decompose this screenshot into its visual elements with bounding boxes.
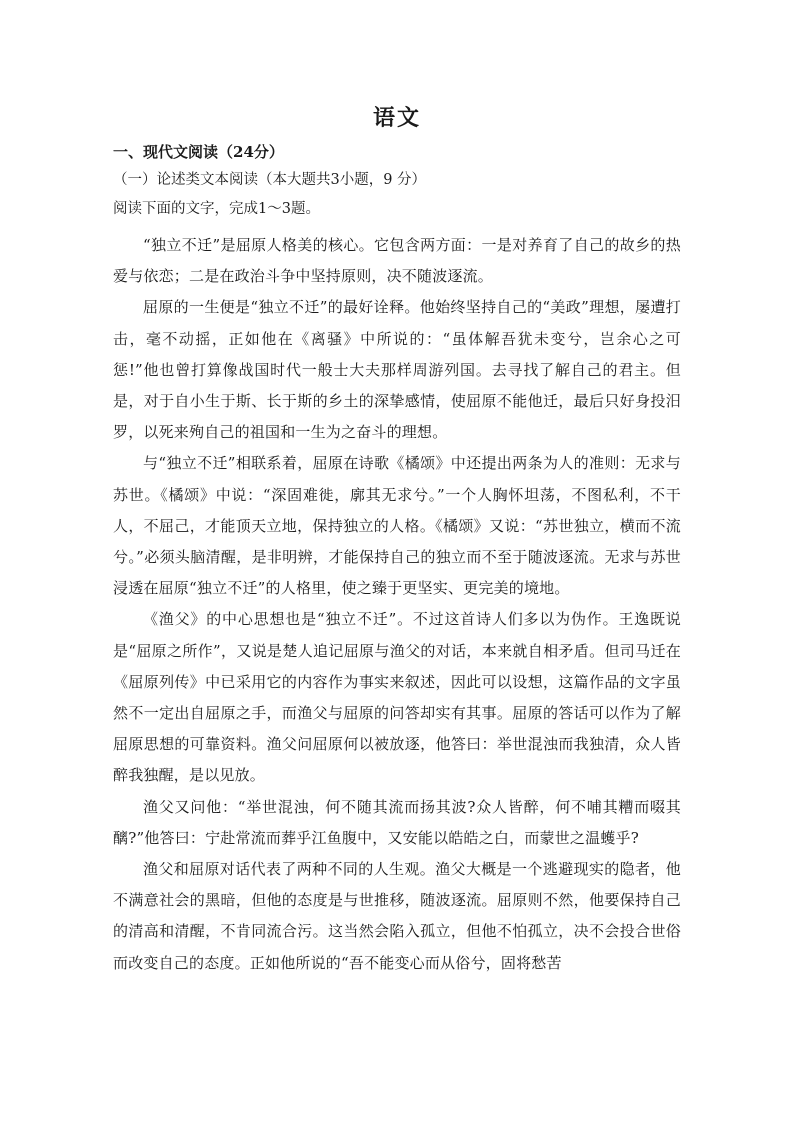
- document-page: [113, 98, 681, 979]
- paragraph-1: “独立不迁”是屈原人格美的核心。它包含两方面：一是对养育了自己的故乡的热爱与依恋；二是在政治斗争中坚持原则，决不随波逐流。: [113, 236, 681, 286]
- document-title: 语文: [372, 105, 421, 131]
- paragraph-2: 屈原的一生便是“独立不迁”的最好诠释。他始终坚持自己的“美政”理想，屡遭打击，毫不动摇，正如他在《离骚》中所说的：“虽体解吾犹未变兮，岂余心之可惩!”他也曾打算像战国时代一般士大夫那样周游列国。去寻找了解自己的君主。但是，对于自小生于斯、长于斯的乡土的深挚感情，使屈原不能他迁，最后只好身投汨罗，以死来殉自己的祖国和一生为之奋斗的理想。: [113, 298, 681, 442]
- paragraph-6: 渔父和屈原对话代表了两种不同的人生观。渔父大概是一个逃避现实的隐者，他不满意社会的黑暗，但他的态度是与世推移，随波逐流。屈原则不然，他要保持自己的清高和清醒，不肯同流合污。这当然会陷入孤立，但他不怕孤立，决不会投合世俗而改变自己的态度。正如他所说的“吾不能变心而从俗兮，固将愁苦: [113, 860, 681, 972]
- paragraph-5: 渔父又问他：“举世混浊，何不随其流而扬其波?众人皆醉，何不哺其糟而啜其醨?”他答曰：宁赴常流而葬乎江鱼腹中，又安能以皓皓之白，而蒙世之温蠖乎?: [113, 797, 681, 847]
- article-body: [113, 230, 681, 979]
- section-heading: 一、现代文阅读（24分）: [113, 143, 284, 161]
- sub-heading: （一）论述类文本阅读（本大题共3小题，9 分）: [113, 172, 427, 188]
- reading-instruction: 阅读下面的文字，完成1～3题。: [113, 201, 320, 217]
- paragraph-4: 《渔父》的中心思想也是“独立不迁”。不过这首诗人们多以为伪作。王逸既说是“屈原之所作”，又说是楚人追记屈原与渔父的对话，本来就自相矛盾。但司马迁在《屈原列传》中已采用它的内容作为事实来叙述，因此可以设想，这篇作品的文字虽然不一定出自屈原之手，而渔父与屈原的问答却实有其事。屈原的答话可以作为了解屈原思想的可靠资料。渔父问屈原何以被放逐，他答曰：举世混浊而我独清，众人皆醉我独醒，是以见放。: [113, 610, 681, 785]
- paragraph-3: 与“独立不迁”相联系着，屈原在诗歌《橘颂》中还提出两条为人的准则：无求与苏世。《橘颂》中说：“深固难徙，廓其无求兮。”一个人胸怀坦荡，不图私利，不干人，不屈己，才能顶天立地，保持独立的人格。《橘颂》又说：“苏世独立，横而不流兮。”必须头脑清醒，是非明辨，才能保持自己的独立而不至于随波逐流。无求与苏世浸透在屈原“独立不迁”的人格里，使之臻于更坚实、更完美的境地。: [113, 454, 681, 598]
